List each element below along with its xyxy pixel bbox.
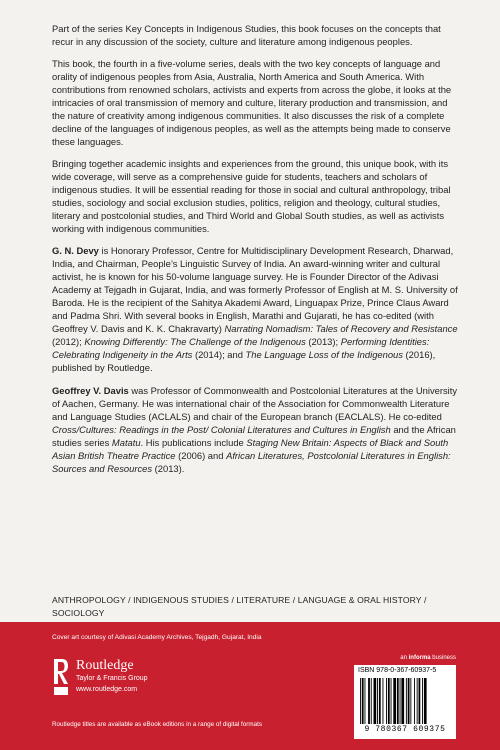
book-title: African Literatures, Postcolonial Literatures in English: Sources and Resources xyxy=(52,450,451,474)
publisher-group: Taylor & Francis Group xyxy=(76,675,148,682)
book-title: Narrating Nomadism: Tales of Recovery and Resistance xyxy=(224,323,458,334)
book-title: The Language Loss of the Indigenous xyxy=(245,349,403,360)
book-title: Matatu xyxy=(111,437,141,448)
subject-categories: ANTHROPOLOGY / INDIGENOUS STUDIES / LITERATURE / LANGUAGE & ORAL HISTORY / SOCIOLOGY xyxy=(52,595,427,618)
author-name: G. N. Devy xyxy=(52,245,99,256)
intro-paragraph: Part of the series Key Concepts in Indigenous Studies, this book focuses on the concepts that recur in any discussion of the society, culture and literature among indigenous peoples. xyxy=(52,23,441,47)
publisher-website: www.routledge.com xyxy=(76,686,138,693)
book-title: Cross/Cultures: Readings in the Post/ Colonial Literatures and Cultures in English xyxy=(52,424,391,435)
cover-art-credit: Cover art courtesy of Adivasi Academy Archives, Tejgadh, Gujarat, India xyxy=(52,634,262,641)
barcode-digits: 9 780367 609375 xyxy=(364,725,446,734)
barcode-bars-icon xyxy=(360,678,450,724)
publisher-logo xyxy=(52,658,212,702)
footer-band xyxy=(0,622,500,750)
ebook-notice: Routledge titles are available as eBook editions in a range of digital formats xyxy=(52,721,263,728)
back-cover-text xyxy=(52,22,460,485)
publisher-name: Routledge xyxy=(76,658,134,673)
book-title: Knowing Differently: The Challenge of the Indigenous xyxy=(84,336,306,347)
routledge-r-icon xyxy=(52,658,70,696)
description-paragraph: This book, the fourth in a five-volume series, deals with the two key concepts of language and orality of indigenous peoples from Asia, Australia, North America and South America. With contributions from renowned scholars, activists and experts from across the globe, it looks at the intricacies of oral transmission of memory and culture, literary production and transmission, and the nature of creativity among indigenous communities. It also discusses the risk of a complete decline of the languages of indigenous peoples, as well as the attempts being made to conserve these languages. xyxy=(52,58,452,147)
author-name: Geoffrey V. Davis xyxy=(52,385,129,396)
book-title: Staging New Britain: Aspects of Black and South Asian British Theatre Practice xyxy=(52,437,449,461)
audience-paragraph: Bringing together academic insights and experiences from the ground, this unique book, with its wide coverage, will serve as a comprehensive guide for students, teachers and scholars of indigenous studies. It will be essential reading for those in social and cultural anthropology, tribal studies, sociology and social exclusion studies, politics, religion and theology, cultural studies, literary and postcolonial studies, and Third World and Global South studies, as well as activists working with indigenous communities. xyxy=(52,158,451,234)
author-bio-devy: G. N. Devy is Honorary Professor, Centre for Multidisciplinary Development Research, Dharwad, India, and Chairman, People’s Linguistic Survey of India. An award-winning writer and cultural activist, he is known for his 50-volume language survey. He is Founder Director of the Adivasi Academy at Tejgadh in Gujarat, India, and was formerly Professor of English at M. S. University of Baroda. He is the recipient of the Sahitya Akademi Award, Linguapax Prize, Prince Claus Award and Padma Shri. With several books in English, Marathi and Gujarati, he has co-edited (with Geoffrey V. Davis and K. K. Chakravarty) Narrating Nomadism: Tales of Recovery and Resistance (2012); Knowing Differently: The Challenge of the Indigenous (2013); Performing Identities: Celebrating Indigeneity in the Arts (2014); and The Language Loss of the Indigenous (2016), published by Routledge. xyxy=(52,245,458,373)
author-bio-davis: Geoffrey V. Davis was Professor of Commonwealth and Postcolonial Literatures at the University of Aachen, Germany. He was international chair of the Association for Commonwealth Literature and Language Studies (ACLALS) and chair of the European branch (EACLALS). He co-edited Cross/Cultures: Readings in the Post/ Colonial Literatures and Cultures in English and the African studies series Matatu. His publications include Staging New Britain: Aspects of Black and South Asian British Theatre Practice (2006) and African Literatures, Postcolonial Literatures in English: Sources and Resources (2013). xyxy=(52,385,458,474)
informa-tagline: an informa business xyxy=(400,655,456,661)
book-title: Performing Identities: Celebrating Indigeneity in the Arts xyxy=(52,336,430,360)
barcode xyxy=(354,665,456,739)
isbn-number: ISBN 978-0-367-60937-5 xyxy=(358,667,437,674)
